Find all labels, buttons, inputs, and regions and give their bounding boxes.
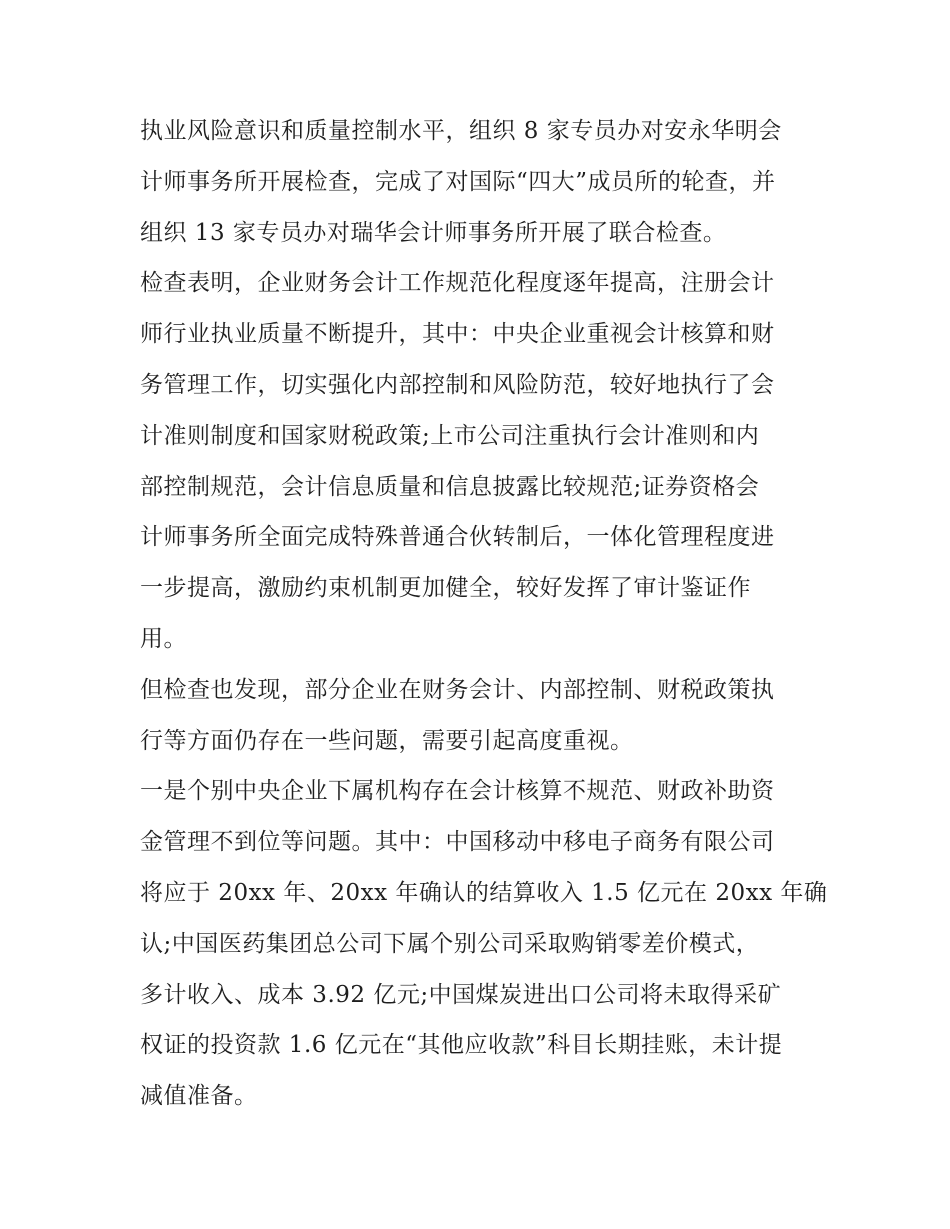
- text-line: 计师事务所全面完成特殊普通合伙转制后，一体化管理程度进: [140, 524, 775, 551]
- text-line: 一是个别中央企业下属机构存在会计核算不规范、财政补助资: [140, 778, 775, 805]
- text-line: 金管理不到位等问题。其中：中国移动中移电子商务有限公司: [140, 829, 775, 856]
- text-line: 师行业执业质量不断提升，其中：中央企业重视会计核算和财: [140, 321, 775, 348]
- text-line: 务管理工作，切实强化内部控制和风险防范，较好地执行了会: [140, 371, 775, 398]
- text-line: 权证的投资款 1.6 亿元在“其他应收款”科目长期挂账，未计提: [140, 1032, 783, 1059]
- document-body: [140, 106, 828, 1122]
- text-line: 用。: [140, 625, 187, 652]
- text-line: 减值准备。: [140, 1083, 258, 1110]
- text-line: 部控制规范，会计信息质量和信息披露比较规范;证券资格会: [140, 473, 760, 500]
- text-line: 一步提高，激励约束机制更加健全，较好发挥了审计鉴证作: [140, 575, 751, 602]
- text-line: 多计收入、成本 3.92 亿元;中国煤炭进出口公司将未取得采矿: [140, 981, 782, 1008]
- text-line: 组织 13 家专员办对瑞华会计师事务所开展了联合检查。: [140, 219, 727, 246]
- text-line: 计准则制度和国家财税政策;上市公司注重执行会计准则和内: [140, 422, 760, 449]
- text-line: 但检查也发现，部分企业在财务会计、内部控制、财税政策执: [140, 676, 775, 703]
- text-line: 执业风险意识和质量控制水平，组织 8 家专员办对安永华明会: [140, 118, 782, 144]
- text-line: 计师事务所开展检查，完成了对国际“四大”成员所的轮查，并: [140, 168, 776, 195]
- text-line: 将应于 20xx 年、20xx 年确认的结算收入 1.5 亿元在 20xx 年确: [140, 879, 828, 906]
- text-line: 行等方面仍存在一些问题，需要引起高度重视。: [140, 727, 634, 754]
- text-line: 检查表明，企业财务会计工作规范化程度逐年提高，注册会计: [140, 270, 775, 297]
- text-line: 认;中国医药集团总公司下属个别公司采取购销零差价模式，: [140, 930, 760, 957]
